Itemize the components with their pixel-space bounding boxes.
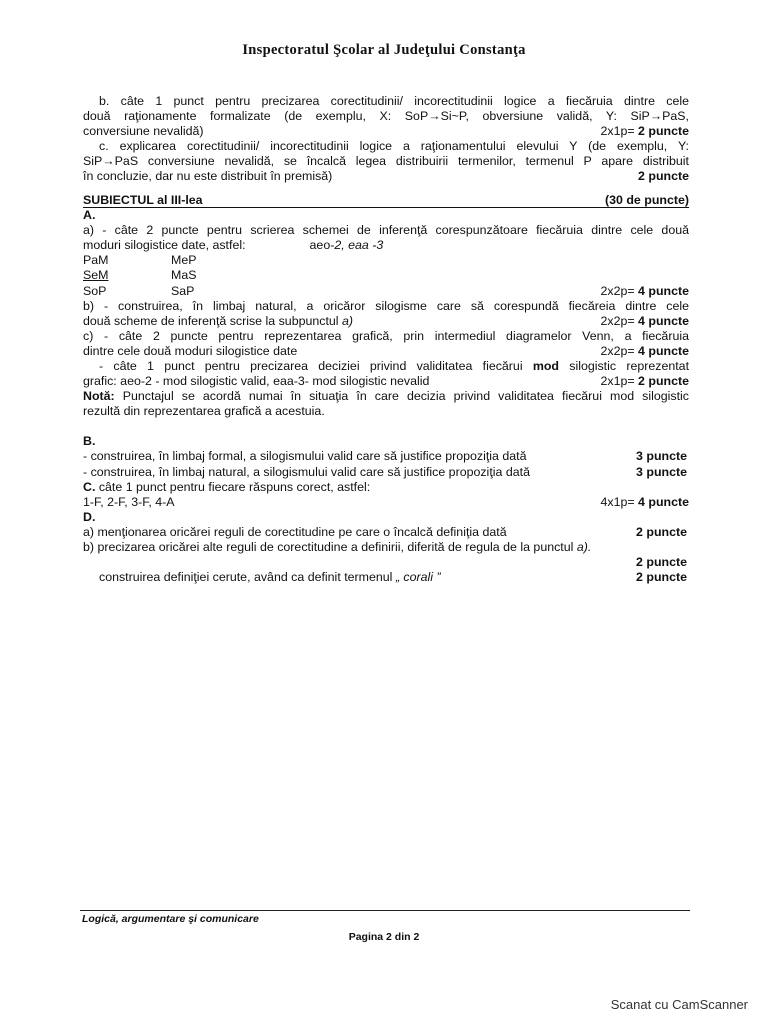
a-line-1: a) - câte 2 puncte pentru scrierea schemei de inferenţă corespunzătoare fiecăruia dintre cele două	[83, 223, 689, 238]
section-b-label: B.	[83, 434, 96, 449]
schema-row-1: PaM MeP	[83, 253, 197, 268]
section-a-label: A.	[83, 208, 96, 223]
prev-c-line-2: SiP→PaS conversiune nevalidă, se încalcă legea distribuirii termenilor, termenul P apare distribuit	[83, 154, 689, 169]
section-d-c: construirea definiţiei cerute, având ca definit termenul „ corali ” 2 puncte	[99, 570, 687, 585]
schema-row-2: SeM MaS	[83, 268, 197, 283]
note-line-2: rezultă din reprezentarea grafică a acestuia.	[83, 404, 325, 419]
d-line-1: - câte 1 punct pentru precizarea deciziei privind validitatea fiecărui mod silogistic reprezentat	[99, 359, 689, 373]
camscanner-watermark: Scanat cu CamScanner	[610, 997, 748, 1012]
schema-row-3: SoP SaP 2x2p= 4 puncte	[83, 283, 689, 298]
section-b-line-1: - construirea, în limbaj formal, a silogismului valid care să justifice propoziţia dată 3 puncte	[83, 449, 687, 464]
page-header-title: Inspectoratul Şcolar al Judeţului Constanţa	[242, 42, 526, 58]
b-line-1: b) - construirea, în limbaj natural, a oricăror silogisme care să corespundă fiecăreia dintre cele	[83, 298, 689, 313]
section-c-answers: 1-F, 2-F, 3-F, 4-A 4x1p= 4 puncte	[83, 494, 689, 509]
section-d-b-points: 2 puncte	[636, 555, 687, 570]
footer-subject: Logică, argumentare şi comunicare	[82, 913, 259, 925]
page-number: Pagina 2 din 2	[348, 931, 420, 943]
c-line-2: dintre cele două moduri silogistice date 2x2p= 4 puncte	[83, 343, 689, 358]
subject-3-heading: SUBIECTUL al III-lea (30 de puncte)	[83, 192, 689, 207]
footer-divider	[80, 910, 690, 911]
prev-b-line-2: două raţionamente formalizate (de exemplu, X: SoP→Si~P, obversiune validă, Y: SiP→PaS,	[83, 109, 689, 124]
a-line-2: moduri silogistice date, astfel: aeo-2, eaa -3	[83, 238, 384, 253]
note-line-1: Notă: Punctajul se acordă numai în situaţia în care decizia privind validitatea fiecărui mod silogistic	[83, 389, 689, 404]
prev-c-line-1: c. explicarea corectitudinii/ incorectitudinii logice a raţionamentului elevului Y (de exemplu, Y:	[99, 139, 689, 154]
prev-b-line-1: b. câte 1 punct pentru precizarea corectitudinii/ incorectitudinii logice a fiecăruia dintre cele	[99, 94, 689, 108]
section-b-line-2: - construirea, în limbaj natural, a silogismului valid care să justifice propoziţia dată 3 puncte	[83, 464, 687, 479]
section-d-label: D.	[83, 509, 96, 524]
document-body	[83, 94, 689, 585]
d-line-2: grafic: aeo-2 - mod silogistic valid, eaa-3- mod silogistic nevalid 2x1p= 2 puncte	[83, 374, 689, 389]
section-d-a: a) menţionarea oricărei reguli de corectitudine pe care o încalcă definiţia dată 2 puncte	[83, 524, 687, 539]
c-line-1: c) - câte 2 puncte pentru reprezentarea grafică, prin intermediul diagramelor Venn, a fiecăruia	[83, 328, 689, 343]
b-line-2: două scheme de inferenţă scrise la subpunctul a) 2x2p= 4 puncte	[83, 313, 689, 328]
prev-b-line-3: conversiune nevalidă) 2x1p= 2 puncte	[83, 124, 689, 139]
section-d-b: b) precizarea oricărei alte reguli de corectitudine a definirii, diferită de regula de la punctul a).	[83, 540, 592, 555]
section-c-line: C. câte 1 punct pentru fiecare răspuns corect, astfel:	[83, 479, 371, 494]
prev-c-line-3: în concluzie, dar nu este distribuit în premisă) 2 puncte	[83, 169, 689, 184]
